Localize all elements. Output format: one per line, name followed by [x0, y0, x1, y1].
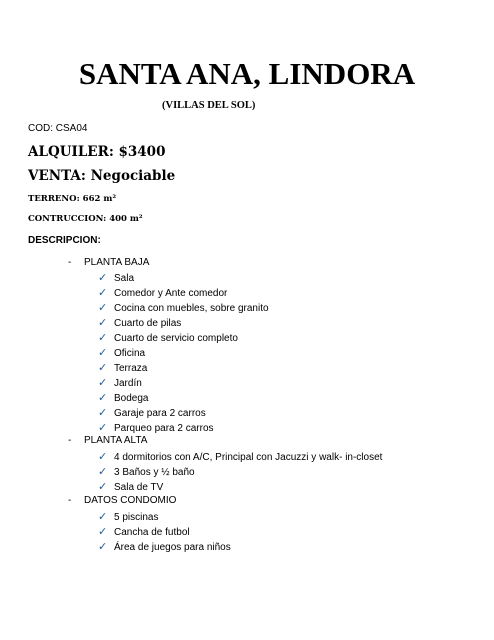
dash-bullet: -: [68, 257, 72, 268]
checkmark-icon: ✓: [98, 301, 108, 314]
section-label: DATOS CONDOMIO: [84, 495, 177, 506]
list-item-text: Garaje para 2 carros: [114, 408, 206, 419]
section-list-planta-alta: [98, 449, 382, 494]
construction-area: CONTRUCCION: 400 m²: [28, 214, 143, 224]
checkmark-icon: ✓: [98, 465, 108, 478]
list-item-text: Cuarto de servicio completo: [114, 333, 238, 344]
checkmark-icon: ✓: [98, 361, 108, 374]
list-item-text: 5 piscinas: [114, 512, 159, 523]
section-heading-planta-baja: [68, 256, 149, 270]
checkmark-icon: ✓: [98, 510, 108, 523]
list-item: [98, 360, 269, 375]
list-item-text: Sala de TV: [114, 482, 164, 493]
checkmark-icon: ✓: [98, 346, 108, 359]
section-list-planta-baja: [98, 270, 269, 435]
list-item-text: Cuarto de pilas: [114, 318, 182, 329]
list-item: [98, 315, 269, 330]
list-item-text: Terraza: [114, 363, 148, 374]
list-item: [98, 420, 269, 435]
list-item-text: Parqueo para 2 carros: [114, 423, 214, 434]
property-code: COD: CSA04: [28, 123, 88, 134]
list-item-text: Oficina: [114, 348, 146, 359]
section-list-datos-condominio: [98, 509, 231, 554]
list-item-text: 4 dormitorios con A/C, Principal con Jacuzzi y walk- in-closet: [114, 452, 383, 463]
land-area: TERRENO: 662 m²: [28, 194, 117, 204]
rent-price: ALQUILER: $3400: [28, 144, 166, 160]
checkmark-icon: ✓: [98, 286, 108, 299]
list-item: [98, 270, 269, 285]
description-heading: DESCRIPCION:: [28, 235, 101, 246]
dash-bullet: -: [68, 435, 72, 446]
checkmark-icon: ✓: [98, 540, 108, 553]
checkmark-icon: ✓: [98, 525, 108, 538]
list-item: [98, 479, 382, 494]
page-subtitle: (VILLAS DEL SOL): [162, 100, 256, 111]
list-item-text: Bodega: [114, 393, 149, 404]
checkmark-icon: ✓: [98, 450, 108, 463]
page-title: SANTA ANA, LINDORA: [78, 56, 416, 91]
checkmark-icon: ✓: [98, 271, 108, 284]
sale-price: VENTA: Negociable: [28, 168, 176, 184]
checkmark-icon: ✓: [98, 480, 108, 493]
checkmark-icon: ✓: [98, 376, 108, 389]
checkmark-icon: ✓: [98, 406, 108, 419]
list-item: [98, 390, 269, 405]
list-item: [98, 405, 269, 420]
list-item-text: 3 Baños y ½ baño: [114, 467, 195, 478]
list-item-text: Jardín: [114, 378, 142, 389]
checkmark-icon: ✓: [98, 316, 108, 329]
list-item: [98, 345, 269, 360]
list-item-text: Cancha de futbol: [114, 527, 190, 538]
checkmark-icon: ✓: [98, 421, 108, 434]
list-item: [98, 285, 269, 300]
dash-bullet: -: [68, 495, 72, 506]
list-item-text: Cocina con muebles, sobre granito: [114, 303, 269, 314]
list-item: [98, 509, 231, 524]
section-label: PLANTA ALTA: [84, 435, 148, 446]
list-item-text: Área de juegos para niños: [114, 542, 231, 553]
list-item: [98, 524, 231, 539]
list-item-text: Comedor y Ante comedor: [114, 288, 228, 299]
section-heading-datos-condominio: [68, 494, 176, 508]
list-item: [98, 539, 231, 554]
section-label: PLANTA BAJA: [84, 257, 150, 268]
list-item: [98, 375, 269, 390]
list-item: [98, 464, 382, 479]
checkmark-icon: ✓: [98, 391, 108, 404]
section-heading-planta-alta: [68, 434, 147, 448]
list-item-text: Sala: [114, 273, 135, 284]
list-item: [98, 449, 382, 464]
list-item: [98, 330, 269, 345]
list-item: [98, 300, 269, 315]
checkmark-icon: ✓: [98, 331, 108, 344]
